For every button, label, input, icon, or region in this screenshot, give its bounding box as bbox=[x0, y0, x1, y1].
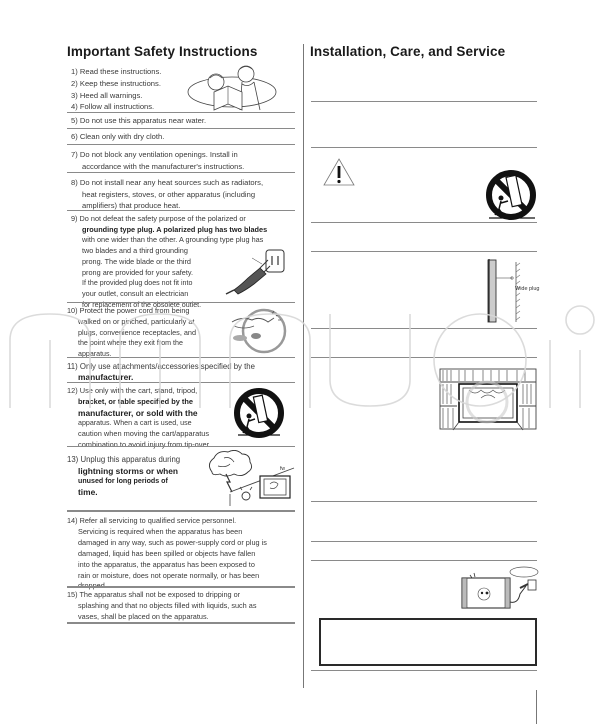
instruction-text: caution when moving the cart/apparatus bbox=[78, 429, 210, 439]
instruction-text: Heed all warnings. bbox=[79, 91, 143, 100]
instruction-text-bold: grounding type plug. A polarized plug has two blades bbox=[82, 224, 268, 234]
instruction-text: prong are provided for your safety. bbox=[82, 267, 193, 277]
instruction-text: prong. The wide blade or the third bbox=[82, 256, 191, 266]
divider bbox=[67, 128, 295, 129]
instruction-text: The apparatus shall not be exposed to dripping or bbox=[79, 590, 241, 599]
instruction-text: your outlet, consult an electrician bbox=[82, 288, 189, 298]
instruction-7 bbox=[71, 149, 244, 172]
cart-tipover-warning-icon bbox=[234, 386, 284, 440]
instruction-text: Follow all instructions. bbox=[79, 102, 155, 111]
instruction-5 bbox=[71, 115, 206, 127]
divider bbox=[67, 144, 295, 145]
svg-text:fw: fw bbox=[280, 466, 285, 472]
divider bbox=[67, 510, 295, 512]
divider bbox=[311, 560, 537, 561]
instruction-num: 8) bbox=[71, 178, 78, 187]
instruction-text-bold: manufacturer, or sold with the bbox=[78, 407, 198, 418]
divider bbox=[67, 302, 295, 303]
divider bbox=[67, 357, 295, 358]
instruction-num: 13) bbox=[67, 455, 79, 464]
instruction-text: Do not defeat the safety purpose of the polarized or bbox=[79, 214, 246, 223]
instruction-text-bold: time. bbox=[78, 486, 98, 497]
instruction-10 bbox=[67, 306, 196, 360]
instruction-text: Servicing is required when the apparatus has been bbox=[78, 526, 243, 536]
instruction-text: Clean only with dry cloth. bbox=[79, 132, 165, 141]
instruction-num: 10) bbox=[67, 306, 78, 315]
instruction-text: dropped. bbox=[78, 581, 107, 591]
instruction-text: Keep these instructions. bbox=[79, 79, 161, 88]
instruction-num: 6) bbox=[71, 132, 78, 141]
instruction-num: 7) bbox=[71, 150, 78, 159]
instruction-text: rain or moisture, does not operate normally, or has been bbox=[78, 570, 260, 580]
divider bbox=[67, 446, 295, 447]
instruction-text: damaged, liquid has been spilled or objects have fallen bbox=[78, 548, 256, 558]
tv-unplug-illustration bbox=[460, 566, 540, 612]
instruction-text: into the apparatus, the apparatus has been exposed to bbox=[78, 559, 255, 569]
instruction-text-bold: bracket, or table specified by the bbox=[78, 396, 194, 406]
instruction-text: splashing and that no objects filled with liquids, such as bbox=[78, 600, 257, 610]
instruction-text: Protect the power cord from being bbox=[79, 306, 190, 315]
instruction-text: If the provided plug does not fit into bbox=[82, 279, 193, 288]
divider bbox=[67, 622, 295, 624]
divider bbox=[311, 101, 537, 102]
column-separator bbox=[303, 44, 304, 688]
divider bbox=[67, 382, 295, 383]
divider bbox=[311, 328, 537, 329]
wide-plug-label: Wide plug bbox=[515, 286, 540, 292]
instruction-text: damaged in any way, such as power-supply cord or plug is bbox=[78, 537, 267, 547]
divider bbox=[311, 357, 537, 358]
divider bbox=[67, 172, 295, 173]
instruction-text: combination to avoid injury from tip-over. bbox=[78, 439, 211, 449]
divider bbox=[311, 501, 537, 502]
instruction-num: 5) bbox=[71, 116, 78, 125]
caution-box bbox=[319, 618, 537, 666]
instruction-11 bbox=[67, 361, 255, 383]
instruction-6 bbox=[71, 131, 164, 143]
divider bbox=[311, 251, 537, 252]
instruction-num: 14) bbox=[67, 516, 78, 525]
instruction-text: apparatus. bbox=[78, 350, 112, 359]
instruction-text: amplifiers) that produce heat. bbox=[82, 201, 181, 210]
pinched-cord-illustration bbox=[226, 308, 292, 354]
instruction-text: Use only with the cart, stand, tripod, bbox=[79, 386, 198, 395]
instruction-3 bbox=[71, 90, 142, 102]
instruction-text: Do not block any ventilation openings. Install in bbox=[79, 150, 238, 159]
page-margin-mark bbox=[536, 690, 537, 724]
instruction-num: 11) bbox=[67, 362, 78, 371]
instruction-num: 12) bbox=[67, 386, 78, 395]
installation-care-title: Installation, Care, and Service bbox=[310, 44, 506, 59]
cart-tipover-warning-icon bbox=[485, 168, 537, 222]
instruction-14 bbox=[67, 516, 267, 592]
instruction-text: Refer all servicing to qualified service personnel. bbox=[79, 516, 237, 525]
instruction-text: apparatus. When a cart is used, use bbox=[78, 419, 192, 428]
instruction-text-bold: lightning storms or when bbox=[78, 465, 179, 476]
instruction-15 bbox=[67, 590, 256, 623]
instruction-text-bold: manufacturer. bbox=[78, 372, 134, 382]
warning-triangle-icon bbox=[323, 158, 355, 186]
instruction-num: 2) bbox=[71, 79, 78, 88]
instruction-4 bbox=[71, 101, 154, 113]
divider bbox=[311, 541, 537, 542]
instruction-2 bbox=[71, 78, 161, 90]
reading-people-illustration bbox=[184, 62, 284, 112]
instruction-12 bbox=[67, 386, 211, 451]
divider bbox=[311, 670, 537, 671]
instruction-num: 9) bbox=[71, 214, 78, 223]
instruction-text: Only use attachments/accessories specified by the bbox=[79, 362, 255, 371]
instruction-text: walked on or pinched, particularly at bbox=[78, 316, 195, 326]
instruction-text: Do not use this apparatus near water. bbox=[79, 116, 207, 125]
divider bbox=[67, 586, 295, 588]
divider bbox=[67, 112, 295, 113]
instruction-text: Do not install near any heat sources such as radiators, bbox=[79, 178, 264, 187]
instruction-num: 3) bbox=[71, 91, 78, 100]
divider bbox=[311, 147, 537, 148]
instruction-num: 15) bbox=[67, 590, 78, 599]
instruction-text: two blades and a third grounding bbox=[82, 246, 188, 256]
instruction-text: vases, shall be placed on the apparatus. bbox=[78, 611, 209, 621]
instruction-text: for replacement of the obsolete outlet. bbox=[82, 300, 202, 309]
instruction-num: 4) bbox=[71, 102, 78, 111]
lightning-storm-illustration bbox=[204, 450, 296, 506]
divider bbox=[67, 210, 295, 211]
bookshelf-enclosure-illustration bbox=[439, 368, 537, 432]
instruction-text: accordance with the manufacturer's instructions. bbox=[82, 161, 245, 171]
instruction-1 bbox=[71, 66, 161, 78]
instruction-8 bbox=[71, 177, 263, 212]
polarized-plug-illustration bbox=[224, 246, 290, 296]
divider bbox=[311, 222, 537, 223]
instruction-text: heat registers, stoves, or other apparatus (including bbox=[82, 189, 256, 199]
instruction-num: 1) bbox=[71, 67, 78, 76]
instruction-text: Unplug this apparatus during bbox=[80, 455, 181, 464]
instruction-text-bold: unused for long periods of bbox=[78, 477, 168, 485]
instruction-text: plugs, convenience receptacles, and bbox=[78, 327, 197, 337]
instruction-text: the point where they exit from the bbox=[78, 339, 183, 348]
safety-instructions-title: Important Safety Instructions bbox=[67, 44, 258, 59]
instruction-text: with one wider than the other. A grounding type plug has bbox=[82, 235, 264, 245]
instruction-13 bbox=[67, 455, 180, 497]
instruction-text: Read these instructions. bbox=[79, 67, 162, 76]
